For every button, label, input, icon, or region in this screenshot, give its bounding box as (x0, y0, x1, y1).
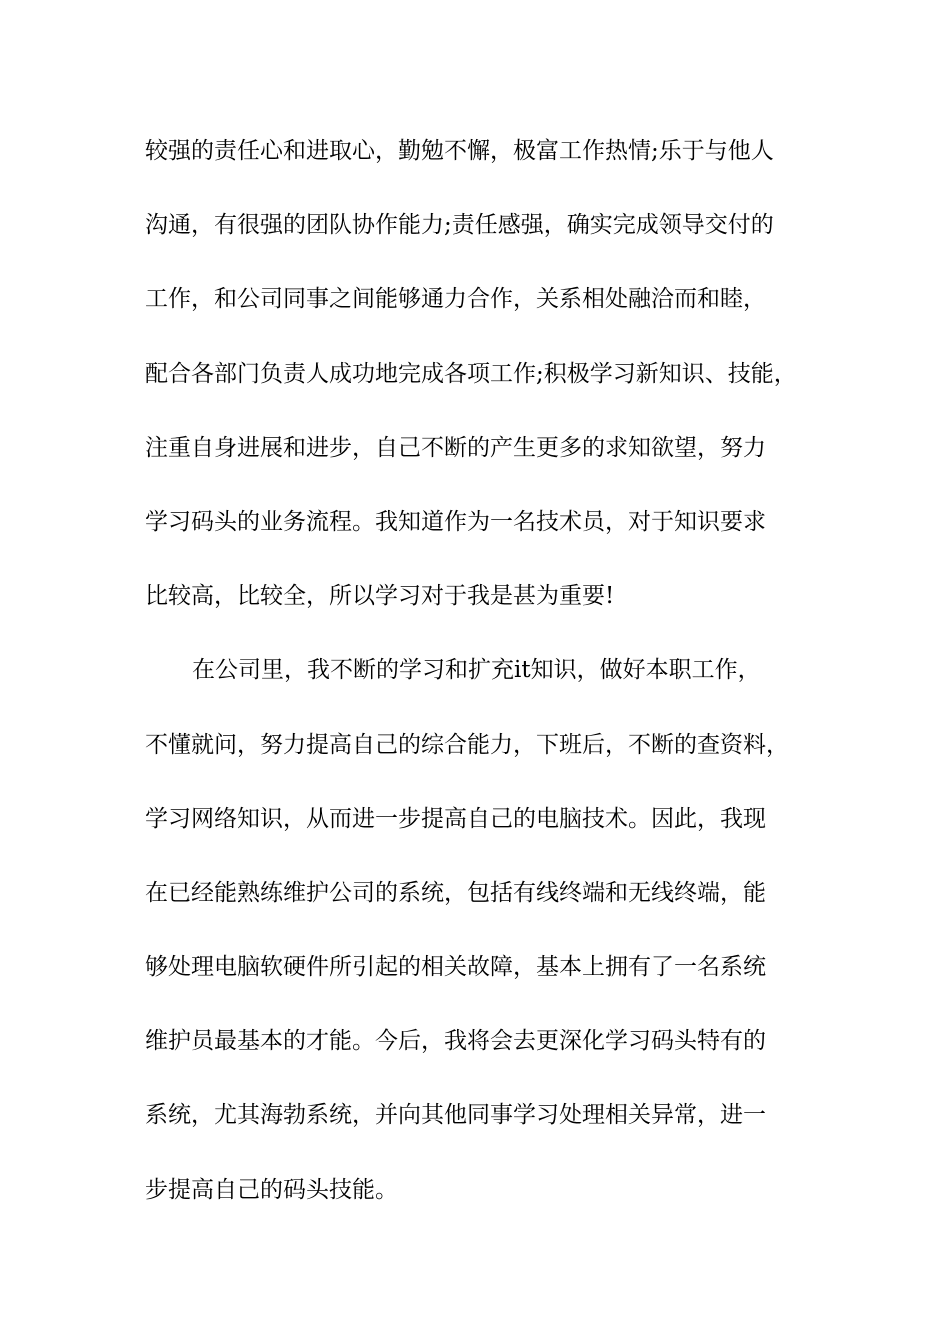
text-line: 维护员最基本的才能。今后，我将会去更深化学习码头特有的 (145, 1028, 766, 1055)
body-text (145, 131, 845, 1244)
text-line: 在已经能熟练维护公司的系统，包括有线终端和无线终端，能 (145, 879, 766, 906)
paragraph-start-line: 在公司里，我不断的学习和扩充it知识，做好本职工作， (192, 657, 761, 684)
text-line: 配合各部门负责人成功地完成各项工作;积极学习新知识、技能， (145, 360, 797, 387)
text-line: 步提高自己的码头技能。 (145, 1176, 398, 1203)
text-line: 系统，尤其海勃系统，并向其他同事学习处理相关异常，进一 (145, 1102, 766, 1129)
text-line: 较强的责任心和进取心，勤勉不懈，极富工作热情;乐于与他人 (145, 138, 774, 164)
text-line: 注重自身进展和进步，自己不断的产生更多的求知欲望，努力 (145, 434, 766, 461)
text-line: 工作，和公司同事之间能够通力合作，关系相处融洽而和睦， (145, 286, 766, 313)
text-line: 学习码头的业务流程。我知道作为一名技术员，对于知识要求 (145, 508, 766, 535)
text-line: 比较高，比较全，所以学习对于我是甚为重要! (145, 583, 615, 610)
text-line: 不懂就问，努力提高自己的综合能力，下班后，不断的查资料， (145, 731, 789, 758)
text-line: 够处理电脑软硬件所引起的相关故障，基本上拥有了一名系统 (145, 954, 766, 981)
text-line: 沟通，有很强的团队协作能力;责任感强，确实完成领导交付的 (145, 212, 774, 239)
text-line: 学习网络知识，从而进一步提高自己的电脑技术。因此，我现 (145, 805, 766, 832)
